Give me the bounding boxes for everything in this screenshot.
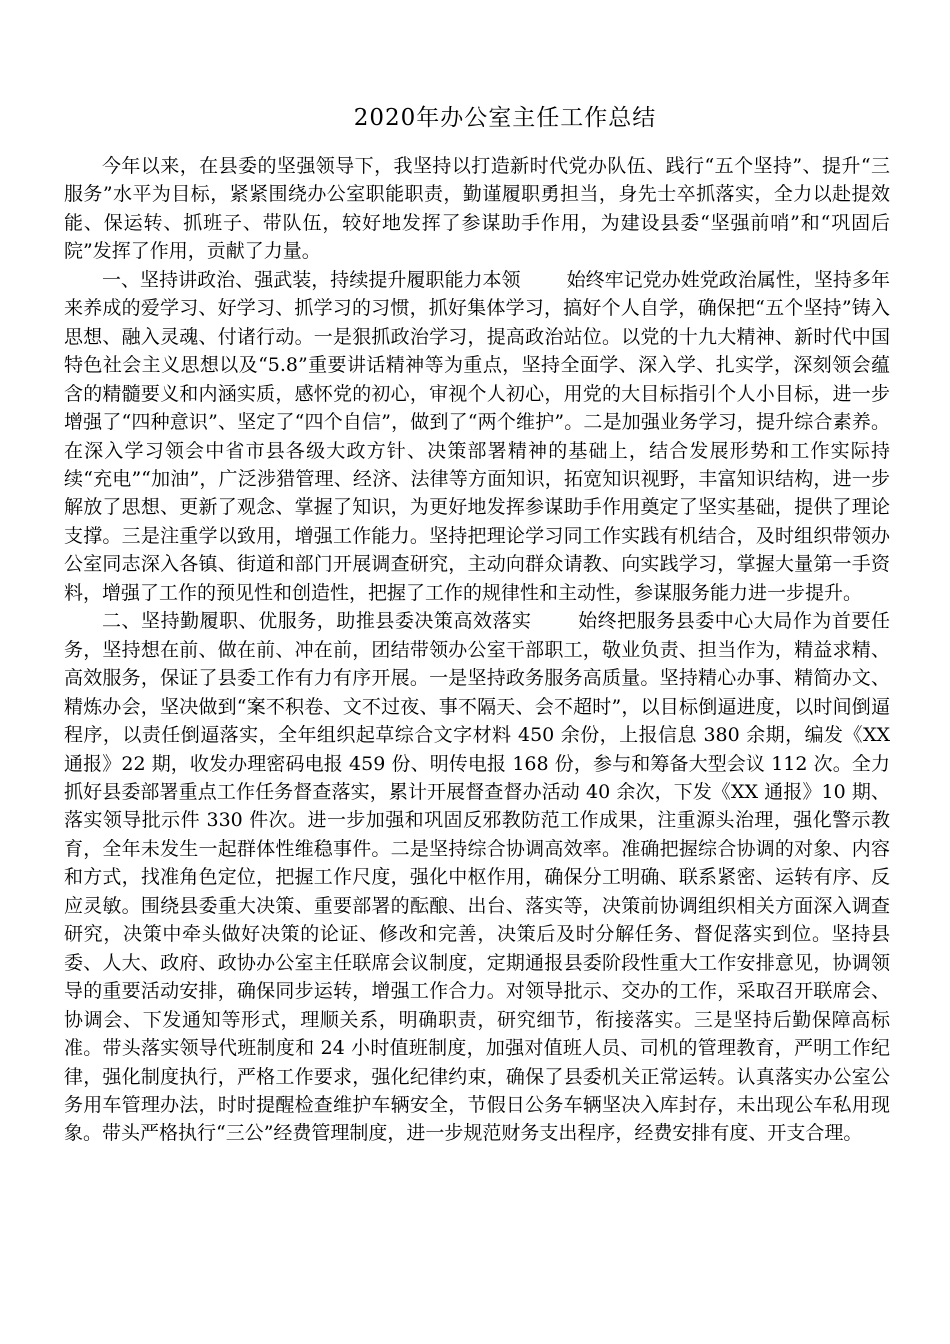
document-title: 2020年办公室主任工作总结 (353, 105, 657, 131)
section-heading: 二、坚持勤履职、优服务，助推县委决策高效落实 (102, 610, 532, 633)
section-one-paragraph (64, 266, 890, 607)
section-heading: 一、坚持讲政治、强武装，持续提升履职能力本领 (102, 268, 521, 291)
paragraph-text: 始终牢记党办姓党政治属性，坚持多年来养成的爱学习、好学习、抓学习的习惯，抓好集体学习，搞好个人自学，确保把“五个坚持”铸入思想、融入灵魂、付诸行动。一是狠抓政治学习，提高政治站位。以党的十九大精神、新时代中国特色社会主义思想以及“5.8”重要讲话精神等为重点，坚持全面学、深入学、扎实学，深刻领会蕴含的精髓要义和内涵实质，感怀党的初心，审视个人初心，用党的大目标指引个人小目标，进一步增强了“四种意识”、坚定了“四个自信”，做到了“两个维护”。二是加强业务学习，提升综合素养。在深入学习领会中省市县各级大政方针、决策部署精神的基础上，结合发展形势和工作实际持续“充电”“加油”，广泛涉猎管理、经济、法律等方面知识，拓宽知识视野，丰富知识结构，进一步解放了思想、更新了观念、掌握了知识，为更好地发挥参谋助手作用奠定了坚实基础，提供了理论支撑。三是注重学以致用，增强工作能力。坚持把理论学习同工作实践有机结合，及时组织带领办公室同志深入各镇、街道和部门开展调查研究，主动向群众请教、向实践学习，掌握大量第一手资料，增强了工作的预见性和创造性，把握了工作的规律性和主动性，参谋服务能力进一步提升。 (64, 268, 890, 604)
section-two-paragraph (64, 607, 890, 1148)
document-body (64, 152, 890, 1148)
intro-paragraph (64, 152, 890, 266)
paragraph-text: 今年以来，在县委的坚强领导下，我坚持以打造新时代党办队伍、践行“五个坚持”、提升“三服务”水平为目标，紧紧围绕办公室职能职责，勤谨履职勇担当，身先士卒抓落实，全力以赴提效能、保运转、抓班子、带队伍，较好地发挥了参谋助手作用，为建设县委“坚强前哨”和“巩固后院”发挥了作用，贡献了力量。 (64, 155, 890, 263)
paragraph-text: 始终把服务县委中心大局作为首要任务，坚持想在前、做在前、冲在前，团结带领办公室干部职工，敬业负责、担当作为，精益求精、高效服务，保证了县委工作有力有序开展。一是坚持政务服务高质量。坚持精心办事、精简办文、精炼办会，坚决做到“案不积卷、文不过夜、事不隔天、会不超时”，以目标倒逼进度，以时间倒逼程序，以责任倒逼落实，全年组织起草综合文字材料 450 余份，上报信息 380 余期，编发《XX 通报》22 期，收发办理密码电报 459 份、明传电报 168 份，参与和筹备大型会议 112 次。全力抓好县委部署重点工作任务督查落实，累计开展督查督办活动 40 余次，下发《XX 通报》10 期、落实领导批示件 330 件次。进一步加强和巩固反邪教防范工作成果，注重源头治理，强化警示教育，全年未发生一起群体性维稳事件。二是坚持综合协调高效率。准确把握综合协调的对象、内容和方式，找准角色定位，把握工作尺度，强化中枢作用，确保分工明确、联系紧密、运转有序、反应灵敏。围绕县委重大决策、重要部署的酝酿、出台、落实等，决策前协调组织相关方面深入调查研究，决策中牵头做好决策的论证、修改和完善，决策后及时分解任务、督促落实到位。坚持县委、人大、政府、政协办公室主任联席会议制度，定期通报县委阶段性重大工作安排意见，协调领导的重要活动安排，确保同步运转，增强工作合力。对领导批示、交办的工作，采取召开联席会、协调会、下发通知等形式，理顺关系，明确职责，研究细节，衔接落实。三是坚持后勤保障高标准。带头落实领导代班制度和 24 小时值班制度，加强对值班人员、司机的管理教育，严明工作纪律，强化制度执行，严格工作要求，强化纪律约束，确保了县委机关正常运转。认真落实办公室公务用车管理办法，时时提醒检查维护车辆安全，节假日公务车辆坚决入库封存，未出现公车私用现象。带头严格执行“三公”经费管理制度，进一步规范财务支出程序，经费安排有度、开支合理。 (64, 610, 890, 1145)
